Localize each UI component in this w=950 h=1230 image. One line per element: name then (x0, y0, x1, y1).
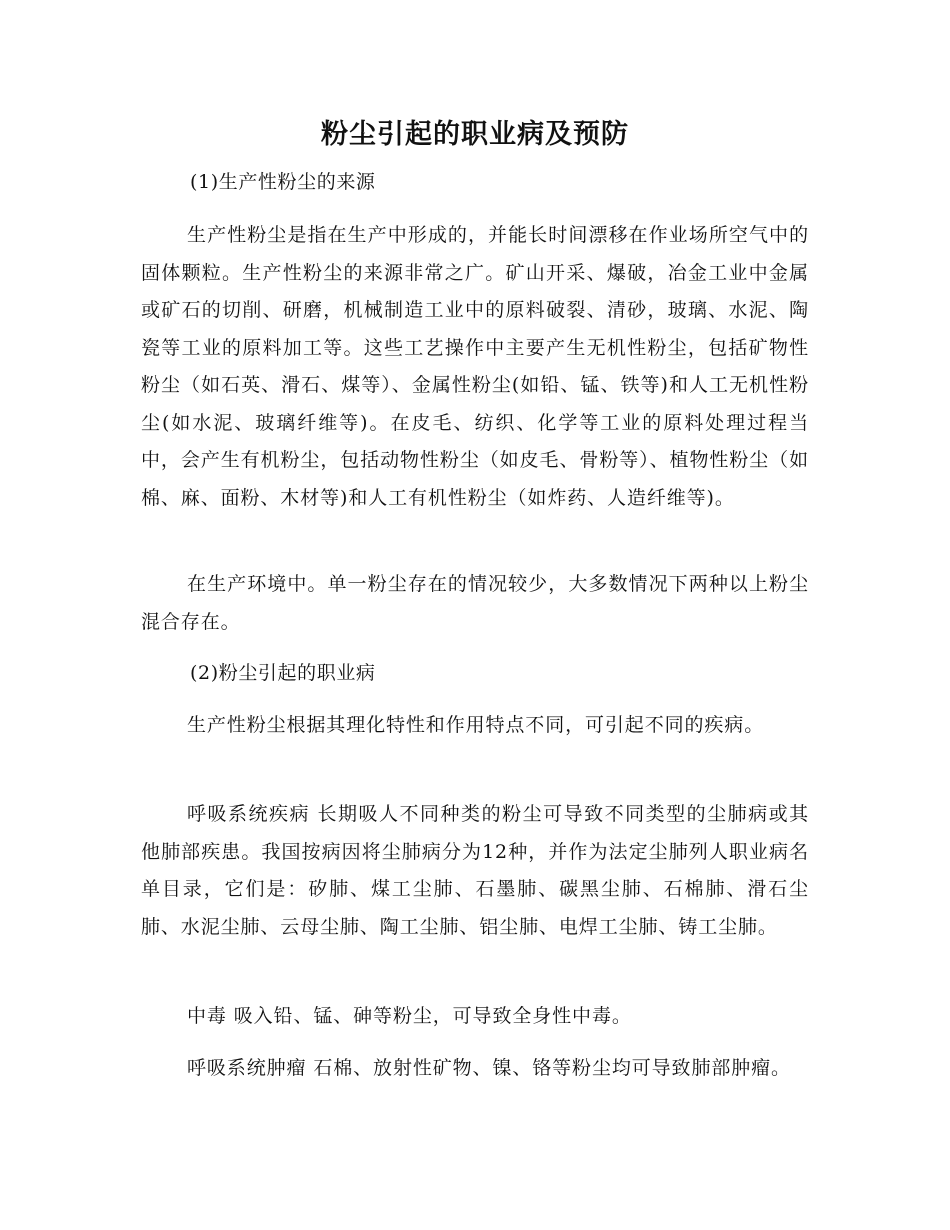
paragraph-respiratory-tumor: 呼吸系统肿瘤 石棉、放射性矿物、镍、铬等粉尘均可导致肺部肿瘤。 (187, 1057, 791, 1079)
document-title: 粉尘引起的职业病及预防 (321, 119, 629, 150)
paragraph-respiratory-disease: 呼吸系统疾病 长期吸人不同种类的粉尘可导致不同类型的尘肺病或其他肺部疾患。我国按病因将尘肺病分为12种，并作为法定尘肺列人职业病名单目录，它们是：矽肺、煤工尘肺、石墨肺、碳黑尘肺、石棉肺、滑石尘肺、水泥尘肺、云母尘肺、陶工尘肺、铝尘肺、电焊工尘肺、铸工尘肺。 (141, 803, 809, 938)
paragraph-poisoning: 中毒 吸入铅、锰、砷等粉尘，可导致全身性中毒。 (187, 1005, 632, 1027)
section-heading-2: (2)粉尘引起的职业病 (190, 662, 376, 684)
paragraph-mixed-dust: 在生产环境中。单一粉尘存在的情况较少，大多数情况下两种以上粉尘混合存在。 (141, 573, 809, 633)
paragraph-disease-intro: 生产性粉尘根据其理化特性和作用特点不同，可引起不同的疾病。 (187, 714, 765, 736)
section-heading-1: (1)生产性粉尘的来源 (190, 171, 376, 193)
paragraph-dust-sources: 生产性粉尘是指在生产中形成的，并能长时间漂移在作业场所空气中的固体颗粒。生产性粉尘的来源非常之广。矿山开采、爆破，冶金工业中金属或矿石的切削、研磨，机械制造工业中的原料破裂、清砂，玻璃、水泥、陶瓷等工业的原料加工等。这些工艺操作中主要产生无机性粉尘，包括矿物性粉尘（如石英、滑石、煤等）、金属性粉尘(如铅、锰、铁等)和人工无机性粉尘(如水泥、玻璃纤维等)。在皮毛、纺织、化学等工业的原料处理过程当中，会产生有机粉尘，包括动物性粉尘（如皮毛、骨粉等）、植物性粉尘（如棉、麻、面粉、木材等)和人工有机性粉尘（如炸药、人造纤维等)。 (141, 224, 809, 509)
